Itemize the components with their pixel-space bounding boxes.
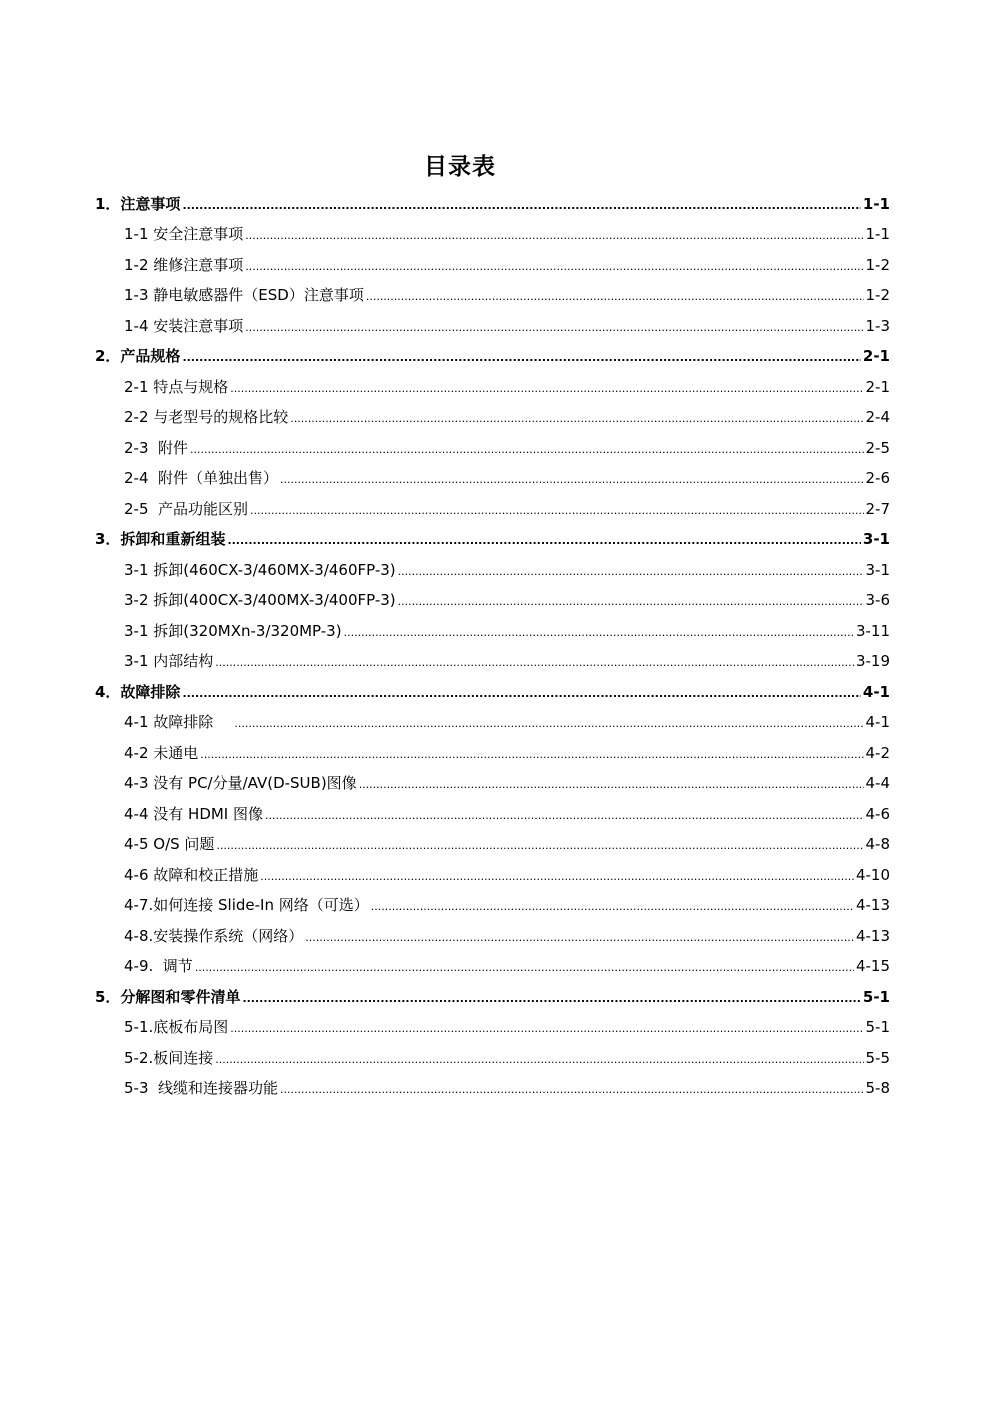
toc-entry-label: 2-4 附件（单独出售） (124, 469, 279, 487)
toc-section-entry[interactable] (95, 858, 890, 889)
toc-dot-leader (290, 413, 863, 426)
toc-section-entry[interactable] (95, 248, 890, 279)
toc-dot-leader (265, 810, 864, 823)
toc-entry-page-number: 2-6 (865, 469, 890, 487)
toc-entry-label: 4-2 未通电 (124, 743, 199, 762)
toc-section-entry[interactable] (95, 828, 890, 859)
toc-entry-label: 4-8.安装操作系统（网络） (124, 926, 304, 945)
toc-entry-page-number: 4-13 (855, 896, 890, 914)
toc-entry-page-number: 2-1 (865, 377, 890, 396)
toc-entry-label: 4-6 故障和校正措施 (124, 865, 259, 884)
toc-entry-page-number: 1-1 (862, 194, 890, 213)
toc-dot-leader (398, 596, 864, 609)
toc-entry-label: 2．产品规格 (95, 347, 181, 365)
toc-chapter-entry[interactable] (95, 523, 890, 554)
toc-section-entry[interactable] (95, 553, 890, 584)
toc-entry-label: 4-5 O/S 问题 (124, 835, 215, 853)
toc-section-entry[interactable] (95, 706, 890, 737)
toc-entry-label: 1-1 安全注意事项 (124, 225, 244, 243)
toc-chapter-entry[interactable] (95, 340, 890, 371)
toc-dot-leader (230, 1023, 863, 1036)
toc-section-entry[interactable] (95, 492, 890, 523)
toc-section-entry[interactable] (95, 614, 890, 645)
toc-entry-page-number: 1-2 (865, 286, 890, 304)
toc-entry-label: 5-3 线缆和连接器功能 (124, 1079, 279, 1097)
page-title: 目录表 (424, 154, 496, 180)
toc-entry-label: 2-1 特点与规格 (124, 377, 229, 396)
toc-section-entry[interactable] (95, 309, 890, 340)
toc-section-entry[interactable] (95, 889, 890, 920)
toc-section-entry[interactable] (95, 1011, 890, 1042)
toc-entry-label: 3-2 拆卸(400CX-3/400MX-3/400FP-3) (124, 591, 396, 609)
toc-entry-label: 4-3 没有 PC/分量/AV(D-SUB)图像 (124, 774, 357, 792)
toc-section-entry[interactable] (95, 645, 890, 676)
toc-section-entry[interactable] (95, 1041, 890, 1072)
toc-dot-leader (280, 1084, 863, 1097)
toc-section-entry[interactable] (95, 797, 890, 828)
toc-entry-label: 2-3 附件 (124, 438, 189, 457)
toc-dot-leader (366, 291, 864, 304)
toc-entry-page-number: 3-1 (862, 530, 890, 548)
toc-dot-leader (245, 322, 863, 335)
toc-dot-leader (190, 444, 863, 457)
toc-entry-page-number: 4-8 (865, 835, 890, 853)
toc-section-entry[interactable] (95, 584, 890, 615)
toc-dot-leader (234, 718, 863, 731)
toc-dot-leader (245, 230, 863, 243)
toc-dot-leader (200, 749, 863, 762)
toc-entry-page-number: 3-6 (865, 591, 890, 609)
toc-entry-label: 4．故障排除 (95, 682, 181, 701)
toc-entry-label: 1．注意事项 (95, 194, 181, 213)
toc-section-entry[interactable] (95, 370, 890, 401)
toc-section-entry[interactable] (95, 736, 890, 767)
toc-entry-page-number: 3-1 (865, 560, 890, 579)
toc-dot-leader (227, 535, 860, 548)
toc-dot-leader (371, 901, 854, 914)
toc-entry-page-number: 5-1 (862, 987, 890, 1006)
toc-section-entry[interactable] (95, 767, 890, 798)
toc-section-entry[interactable] (95, 218, 890, 249)
toc-entry-label: 3．拆卸和重新组装 (95, 530, 226, 548)
toc-entry-page-number: 3-19 (855, 652, 890, 670)
toc-entry-page-number: 2-5 (865, 438, 890, 457)
toc-dot-leader (182, 688, 860, 701)
toc-entry-label: 4-9. 调节 (124, 957, 193, 975)
toc-entry-label: 5．分解图和零件清单 (95, 987, 241, 1006)
toc-chapter-entry[interactable] (95, 187, 890, 218)
toc-dot-leader (398, 566, 864, 579)
toc-entry-label: 4-1 故障排除 (124, 713, 233, 731)
toc-chapter-entry[interactable] (95, 675, 890, 706)
toc-entry-page-number: 4-1 (862, 682, 890, 701)
toc-section-entry[interactable] (95, 401, 890, 432)
toc-entry-label: 1-4 安装注意事项 (124, 316, 244, 335)
toc-dot-leader (242, 993, 860, 1006)
toc-entry-label: 2-5 产品功能区别 (124, 499, 249, 518)
toc-section-entry[interactable] (95, 279, 890, 310)
toc-dot-leader (250, 505, 863, 518)
toc-entry-label: 5-1.底板布局图 (124, 1018, 229, 1036)
toc-entry-page-number: 1-2 (865, 255, 890, 274)
toc-entry-page-number: 4-2 (865, 743, 890, 762)
toc-entry-label: 4-4 没有 HDMI 图像 (124, 804, 263, 823)
toc-entry-label: 2-2 与老型号的规格比较 (124, 408, 289, 426)
toc-dot-leader (230, 383, 863, 396)
toc-entry-page-number: 4-6 (865, 804, 890, 823)
toc-dot-leader (260, 871, 854, 884)
toc-entry-page-number: 5-8 (865, 1079, 890, 1097)
toc-dot-leader (215, 657, 854, 670)
toc-entry-page-number: 5-5 (865, 1048, 890, 1067)
toc-entry-page-number: 4-4 (865, 774, 890, 792)
toc-entry-page-number: 2-4 (865, 408, 890, 426)
toc-dot-leader (344, 627, 854, 640)
toc-section-entry[interactable] (95, 431, 890, 462)
toc-entry-page-number: 4-10 (855, 865, 890, 884)
toc-entry-label: 3-1 拆卸(320MXn-3/320MP-3) (124, 621, 342, 640)
toc-entry-page-number: 2-7 (865, 499, 890, 518)
toc-entry-label: 1-3 静电敏感器件（ESD）注意事项 (124, 286, 364, 304)
toc-entry-page-number: 4-13 (855, 926, 890, 945)
toc-entry-page-number: 2-1 (862, 347, 890, 365)
toc-entry-label: 3-1 内部结构 (124, 652, 214, 670)
toc-entry-page-number: 4-1 (865, 713, 890, 731)
toc-section-entry[interactable] (95, 919, 890, 950)
toc-section-entry[interactable] (95, 1072, 890, 1103)
toc-dot-leader (216, 840, 863, 853)
toc-dot-leader (195, 962, 854, 975)
toc-dot-leader (245, 261, 863, 274)
toc-section-entry[interactable] (95, 950, 890, 981)
toc-entry-label: 4-7.如何连接 Slide-In 网络（可选） (124, 896, 369, 914)
toc-dot-leader (359, 779, 864, 792)
toc-entry-page-number: 3-11 (855, 621, 890, 640)
toc-entry-label: 5-2.板间连接 (124, 1048, 214, 1067)
toc-dot-leader (305, 932, 854, 945)
toc-entry-page-number: 4-15 (855, 957, 890, 975)
toc-entry-label: 1-2 维修注意事项 (124, 255, 244, 274)
toc-chapter-entry[interactable] (95, 980, 890, 1011)
table-of-contents (95, 187, 890, 1102)
toc-dot-leader (182, 200, 860, 213)
toc-dot-leader (280, 474, 863, 487)
toc-section-entry[interactable] (95, 462, 890, 493)
toc-entry-page-number: 5-1 (865, 1018, 890, 1036)
toc-dot-leader (215, 1054, 863, 1067)
toc-entry-label: 3-1 拆卸(460CX-3/460MX-3/460FP-3) (124, 560, 396, 579)
toc-entry-page-number: 1-1 (865, 225, 890, 243)
toc-entry-page-number: 1-3 (865, 316, 890, 335)
toc-dot-leader (182, 352, 860, 365)
